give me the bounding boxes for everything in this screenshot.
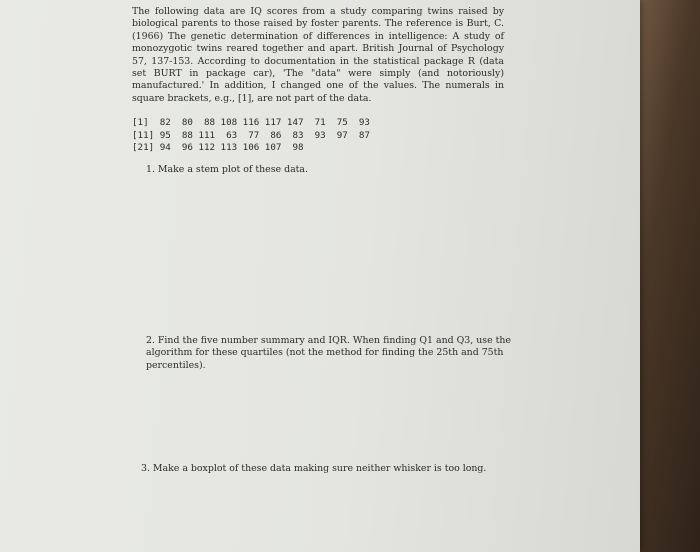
- row-index: [21]: [132, 142, 155, 153]
- row-values: 95 88 111 63 77 86 83 93 97 87: [159, 129, 370, 141]
- question-2: 2. Find the five number summary and IQR. When finding Q1 and Q3, use the algorithm for these quartiles (not the method for finding the 25th and 75th percentiles).: [146, 335, 511, 371]
- row-values: 94 96 112 113 106 107 98: [159, 142, 304, 153]
- data-row: [132, 142, 370, 155]
- question-1: 1. Make a stem plot of these data.: [146, 164, 308, 175]
- row-index: [1]: [132, 117, 149, 128]
- intro-paragraph: The following data are IQ scores from a study comparing twins raised by biological parents to those raised by foster parents. The reference is Burt, C. (1966) The genetic determination of differences in intelligence: A study of monozygotic twins reared together and apart. British Journal of Psychology 57, 137-153. According to documentation in the statistical package R (data set BURT in package car), 'The "data" were simply (and notoriously) manufactured.' In addition, I changed one of the values. The numerals in square brackets, e.g., [1], are not part of the data.: [132, 6, 504, 104]
- data-row: [132, 130, 370, 143]
- question-3: 3. Make a boxplot of these data making sure neither whisker is too long.: [141, 463, 487, 474]
- row-values: 82 80 88 108 116 117 147 71 75 93: [159, 117, 370, 128]
- data-row: [132, 117, 370, 130]
- iq-data-block: [132, 117, 370, 155]
- row-index: [11]: [132, 129, 155, 141]
